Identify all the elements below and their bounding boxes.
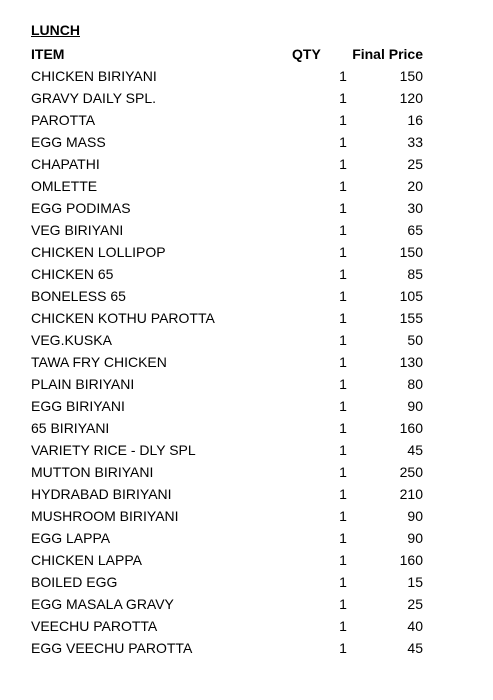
row-item-name: EGG PODIMAS <box>31 200 131 216</box>
table-row <box>0 637 493 659</box>
table-row <box>0 65 493 87</box>
row-price: 30 <box>407 200 423 216</box>
table-row <box>0 549 493 571</box>
table-row <box>0 109 493 131</box>
table-row <box>0 483 493 505</box>
table-row <box>0 461 493 483</box>
row-item-name: CHICKEN BIRIYANI <box>31 68 157 84</box>
row-qty: 1 <box>339 442 347 458</box>
row-item-name: CHICKEN 65 <box>31 266 114 282</box>
row-qty: 1 <box>339 310 347 326</box>
section-title: LUNCH <box>31 22 80 38</box>
table-row <box>0 219 493 241</box>
row-price: 25 <box>407 156 423 172</box>
row-qty: 1 <box>339 244 347 260</box>
row-qty: 1 <box>339 178 347 194</box>
table-row <box>0 263 493 285</box>
row-price: 90 <box>407 508 423 524</box>
table-row <box>0 153 493 175</box>
row-qty: 1 <box>339 288 347 304</box>
row-item-name: VEECHU PAROTTA <box>31 618 158 634</box>
table-row <box>0 439 493 461</box>
row-price: 20 <box>407 178 423 194</box>
row-item-name: EGG MASALA GRAVY <box>31 596 174 612</box>
row-item-name: GRAVY DAILY SPL. <box>31 90 157 106</box>
row-price: 25 <box>407 596 423 612</box>
row-price: 80 <box>407 376 423 392</box>
row-qty: 1 <box>339 486 347 502</box>
row-item-name: VEG.KUSKA <box>31 332 112 348</box>
table-header <box>0 44 493 64</box>
row-qty: 1 <box>339 200 347 216</box>
row-qty: 1 <box>339 640 347 656</box>
header-qty: QTY <box>292 46 321 62</box>
row-price: 210 <box>399 486 423 502</box>
row-price: 130 <box>399 354 423 370</box>
row-price: 105 <box>399 288 423 304</box>
row-item-name: EGG VEECHU PAROTTA <box>31 640 193 656</box>
table-row <box>0 329 493 351</box>
row-item-name: CHICKEN LOLLIPOP <box>31 244 166 260</box>
table-row <box>0 373 493 395</box>
row-price: 90 <box>407 530 423 546</box>
row-price: 90 <box>407 398 423 414</box>
row-price: 150 <box>399 244 423 260</box>
table-row <box>0 571 493 593</box>
row-item-name: VARIETY RICE - DLY SPL <box>31 442 196 458</box>
row-item-name: CHICKEN KOTHU PAROTTA <box>31 310 215 326</box>
row-item-name: PAROTTA <box>31 112 96 128</box>
row-qty: 1 <box>339 156 347 172</box>
table-row <box>0 527 493 549</box>
row-qty: 1 <box>339 68 347 84</box>
row-qty: 1 <box>339 222 347 238</box>
table-row <box>0 241 493 263</box>
row-item-name: MUTTON BIRIYANI <box>31 464 154 480</box>
table-row <box>0 131 493 153</box>
row-item-name: PLAIN BIRIYANI <box>31 376 135 392</box>
row-item-name: BOILED EGG <box>31 574 118 590</box>
row-item-name: CHICKEN LAPPA <box>31 552 142 568</box>
row-qty: 1 <box>339 266 347 282</box>
table-row <box>0 197 493 219</box>
row-item-name: TAWA FRY CHICKEN <box>31 354 167 370</box>
row-qty: 1 <box>339 596 347 612</box>
row-qty: 1 <box>339 618 347 634</box>
row-item-name: OMLETTE <box>31 178 98 194</box>
row-item-name: HYDRABAD BIRIYANI <box>31 486 172 502</box>
row-price: 45 <box>407 640 423 656</box>
row-price: 120 <box>399 90 423 106</box>
table-row <box>0 87 493 109</box>
row-price: 16 <box>407 112 423 128</box>
row-item-name: EGG BIRIYANI <box>31 398 125 414</box>
row-item-name: EGG LAPPA <box>31 530 111 546</box>
table-row <box>0 307 493 329</box>
header-price: Final Price <box>352 46 423 62</box>
row-price: 150 <box>399 68 423 84</box>
table-row <box>0 615 493 637</box>
row-item-name: BONELESS 65 <box>31 288 126 304</box>
row-item-name: CHAPATHI <box>31 156 100 172</box>
row-price: 33 <box>407 134 423 150</box>
table-row <box>0 285 493 307</box>
row-price: 160 <box>399 420 423 436</box>
row-price: 160 <box>399 552 423 568</box>
row-qty: 1 <box>339 464 347 480</box>
table-row <box>0 593 493 615</box>
row-price: 45 <box>407 442 423 458</box>
row-qty: 1 <box>339 112 347 128</box>
row-price: 50 <box>407 332 423 348</box>
row-qty: 1 <box>339 354 347 370</box>
row-qty: 1 <box>339 420 347 436</box>
table-row <box>0 417 493 439</box>
row-qty: 1 <box>339 530 347 546</box>
row-qty: 1 <box>339 376 347 392</box>
row-qty: 1 <box>339 134 347 150</box>
row-price: 155 <box>399 310 423 326</box>
row-price: 15 <box>407 574 423 590</box>
row-item-name: MUSHROOM BIRIYANI <box>31 508 179 524</box>
row-qty: 1 <box>339 332 347 348</box>
row-item-name: 65 BIRIYANI <box>31 420 110 436</box>
table-row <box>0 351 493 373</box>
table-row <box>0 505 493 527</box>
row-item-name: EGG MASS <box>31 134 106 150</box>
row-item-name: VEG BIRIYANI <box>31 222 124 238</box>
row-qty: 1 <box>339 398 347 414</box>
table-body <box>0 65 493 659</box>
header-item: ITEM <box>31 46 65 62</box>
row-qty: 1 <box>339 574 347 590</box>
row-price: 250 <box>399 464 423 480</box>
row-price: 65 <box>407 222 423 238</box>
row-qty: 1 <box>339 508 347 524</box>
table-row <box>0 395 493 417</box>
row-price: 85 <box>407 266 423 282</box>
table-row <box>0 175 493 197</box>
row-qty: 1 <box>339 552 347 568</box>
row-qty: 1 <box>339 90 347 106</box>
row-price: 40 <box>407 618 423 634</box>
